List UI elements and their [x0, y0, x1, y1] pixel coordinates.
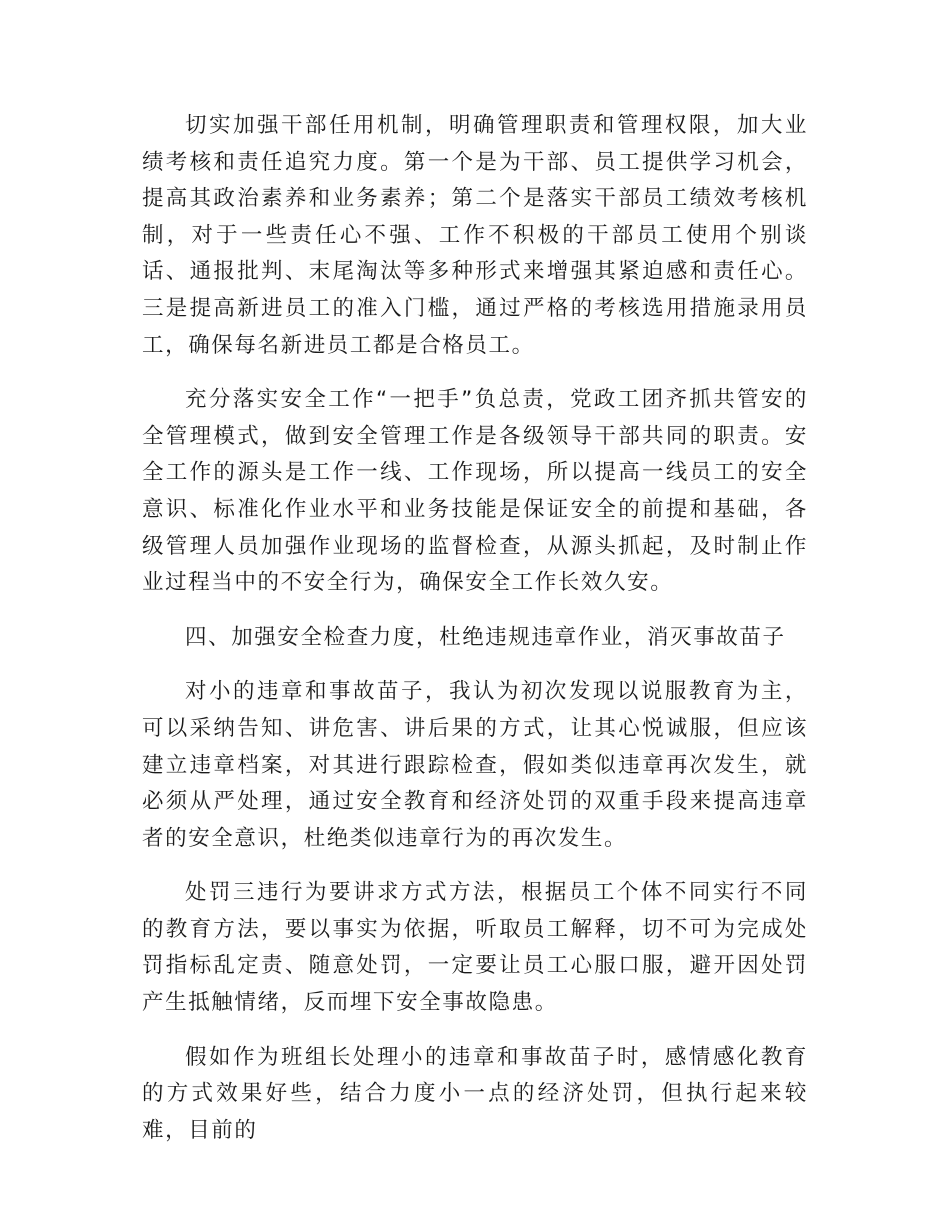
- paragraph-team-leader: 假如作为班组长处理小的违章和事故苗子时，感情感化教育的方式效果好些，结合力度小一点的经济处罚，但执行起来较难，目前的: [142, 1044, 808, 1143]
- document-body: [142, 108, 808, 1167]
- paragraph-leader-responsibility: 充分落实安全工作“一把手”负总责，党政工团齐抓共管安的全管理模式，做到安全管理工作是各级领导干部共同的职责。安全工作的源头是工作一线、工作现场，所以提高一线员工的安全意识、标准化作业水平和业务技能是保证安全的前提和基础，各级管理人员加强作业现场的监督检查，从源头抓起，及时制止作业过程当中的不安全行为，确保安全工作长效久安。: [142, 387, 808, 596]
- paragraph-cadre-mechanism: 切实加强干部任用机制，明确管理职责和管理权限，加大业绩考核和责任追究力度。第一个是为干部、员工提供学习机会，提高其政治素养和业务素养；第二个是落实干部员工绩效考核机制，对于一些责任心不强、工作不积极的干部员工使用个别谈话、通报批判、末尾淘汰等多种形式来增强其紧迫感和责任心。三是提高新进员工的准入门槛，通过严格的考核选用措施录用员工，确保每名新进员工都是合格员工。: [142, 113, 808, 358]
- paragraph-minor-violations: 对小的违章和事故苗子，我认为初次发现以说服教育为主，可以采纳告知、讲危害、讲后果的方式，让其心悦诚服，但应该建立违章档案，对其进行跟踪检查，假如类似违章再次发生，就必须从严处理，通过安全教育和经济处罚的双重手段来提高违章者的安全意识，杜绝类似违章行为的再次发生。: [142, 679, 808, 851]
- section-heading-safety-inspection: 四、加强安全检查力度，杜绝违规违章作业，消灭事故苗子: [185, 624, 786, 650]
- paragraph-punishment-methods: 处罚三违行为要讲求方式方法，根据员工个体不同实行不同的教育方法，要以事实为依据，听取员工解释，切不可为完成处罚指标乱定责、随意处罚，一定要让员工心服口服，避开因处罚产生抵触情绪，反而埋下安全事故隐患。: [142, 880, 808, 1016]
